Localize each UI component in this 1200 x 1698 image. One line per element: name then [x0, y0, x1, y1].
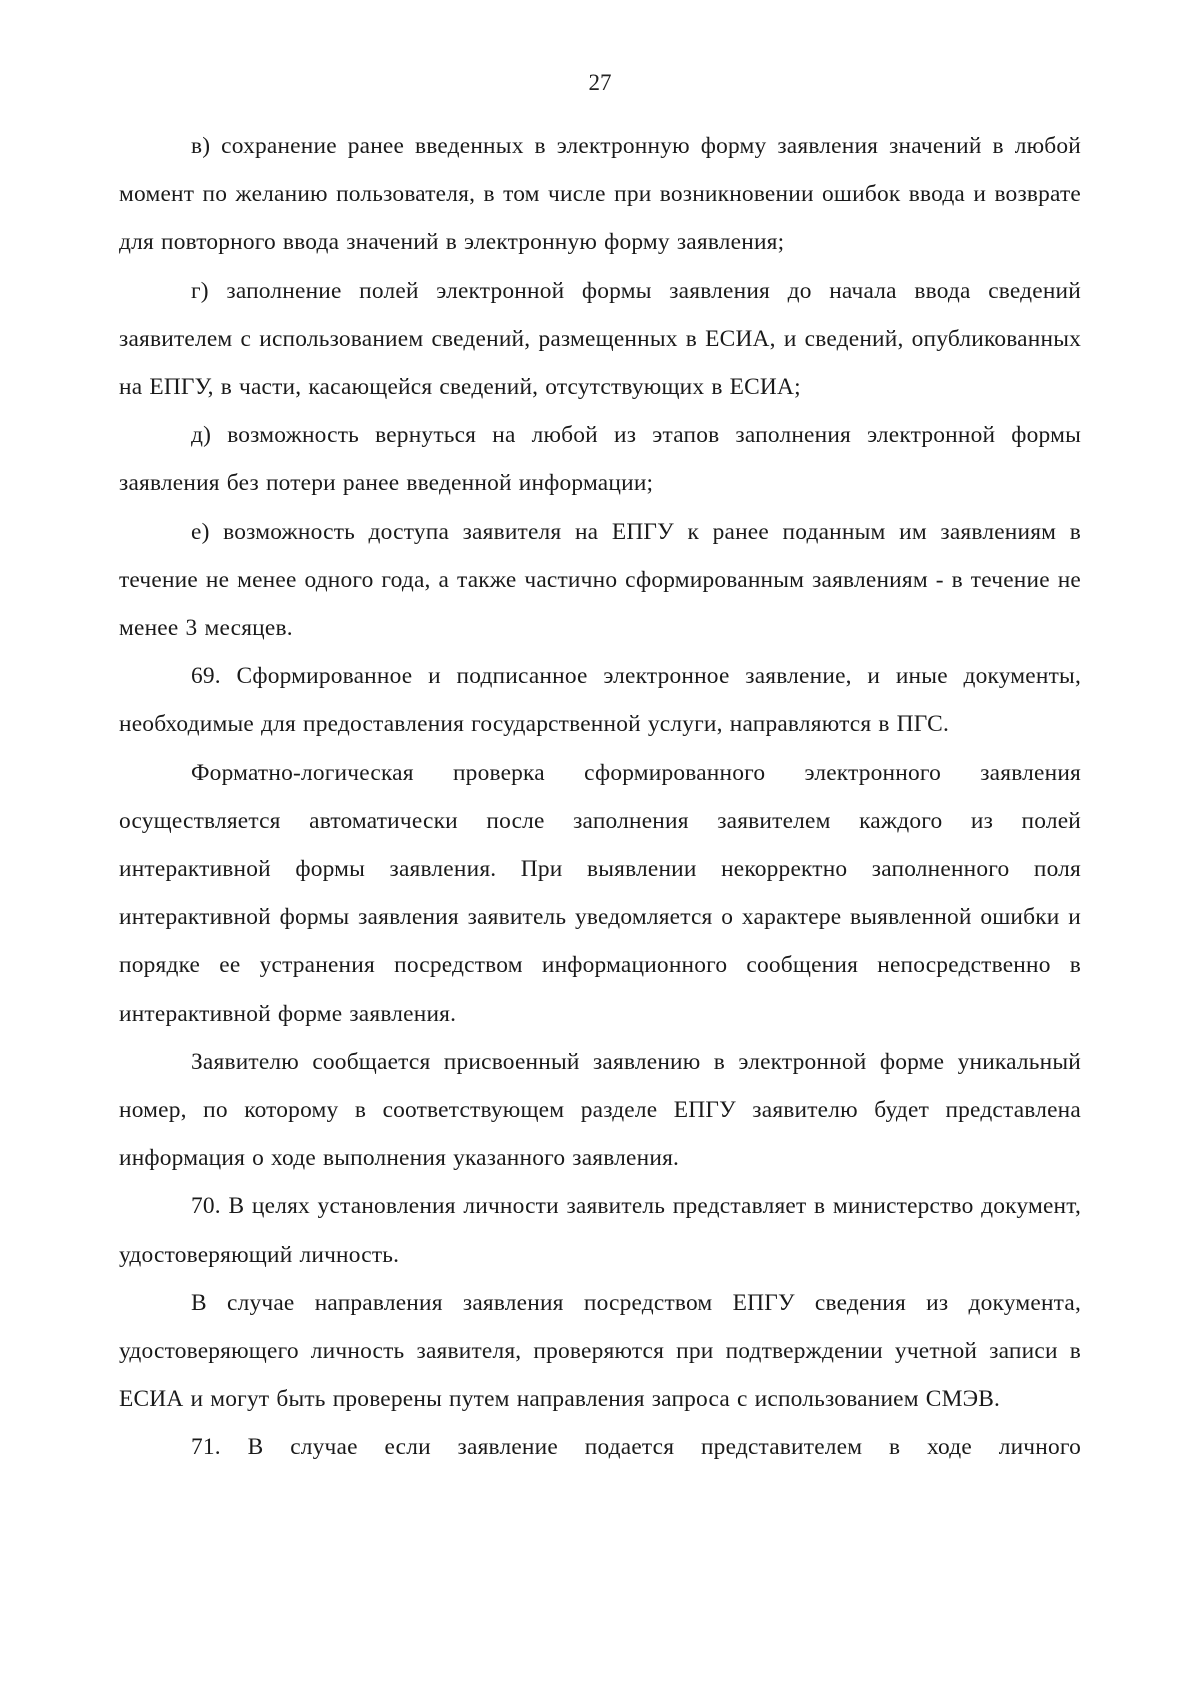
- paragraph-e: е) возможность доступа заявителя на ЕПГУ к ранее поданным им заявлениям в течение не менее одного года, а также частично сформированным заявлениям - в течение не менее 3 месяцев.: [119, 518, 1081, 642]
- paragraph-v: в) сохранение ранее введенных в электронную форму заявления значений в любой момент по желанию пользователя, в том числе при возникновении ошибок ввода и возврате для повторного ввода значений в электронную форму заявления;: [119, 133, 1081, 256]
- paragraph-70: 70. В целях установления личности заявитель представляет в министерство документ, удостоверяющий личность.: [119, 1193, 1081, 1268]
- paragraph-d: д) возможность вернуться на любой из этапов заполнения электронной формы заявления без потери ранее введенной информации;: [119, 422, 1081, 497]
- page-number: 27: [588, 70, 612, 95]
- paragraph-unique-number: Заявителю сообщается присвоенный заявлению в электронной форме уникальный номер, по которому в соответствующем разделе ЕПГУ заявителю будет представлена информация о ходе выполнения указанного заявления.: [119, 1048, 1081, 1172]
- paragraph-69: 69. Сформированное и подписанное электронное заявление, и иные документы, необходимые для предоставления государственной услуги, направляются в ПГС.: [119, 663, 1081, 738]
- paragraph-epgu-identity: В случае направления заявления посредством ЕПГУ сведения из документа, удостоверяющего личность заявителя, проверяются при подтверждении учетной записи в ЕСИА и могут быть проверены путем направления запроса с использованием СМЭВ.: [119, 1289, 1081, 1413]
- document-body: [119, 122, 1081, 1472]
- paragraph-g: г) заполнение полей электронной формы заявления до начала ввода сведений заявителем с использованием сведений, размещенных в ЕСИА, и сведений, опубликованных на ЕПГУ, в части, касающейся сведений, отсутствующих в ЕСИА;: [119, 277, 1081, 401]
- paragraph-format-check: Форматно-логическая проверка сформированного электронного заявления осуществляется автоматически после заполнения заявителем каждого из полей интерактивной формы заявления. При выявлении некорректно заполненного поля интерактивной формы заявления заявитель уведомляется о характере выявленной ошибки и порядке ее устранения посредством информационного сообщения непосредственно в интерактивной форме заявления.: [119, 759, 1081, 1027]
- paragraph-71: 71. В случае если заявление подается представителем в ходе личного: [191, 1434, 1081, 1461]
